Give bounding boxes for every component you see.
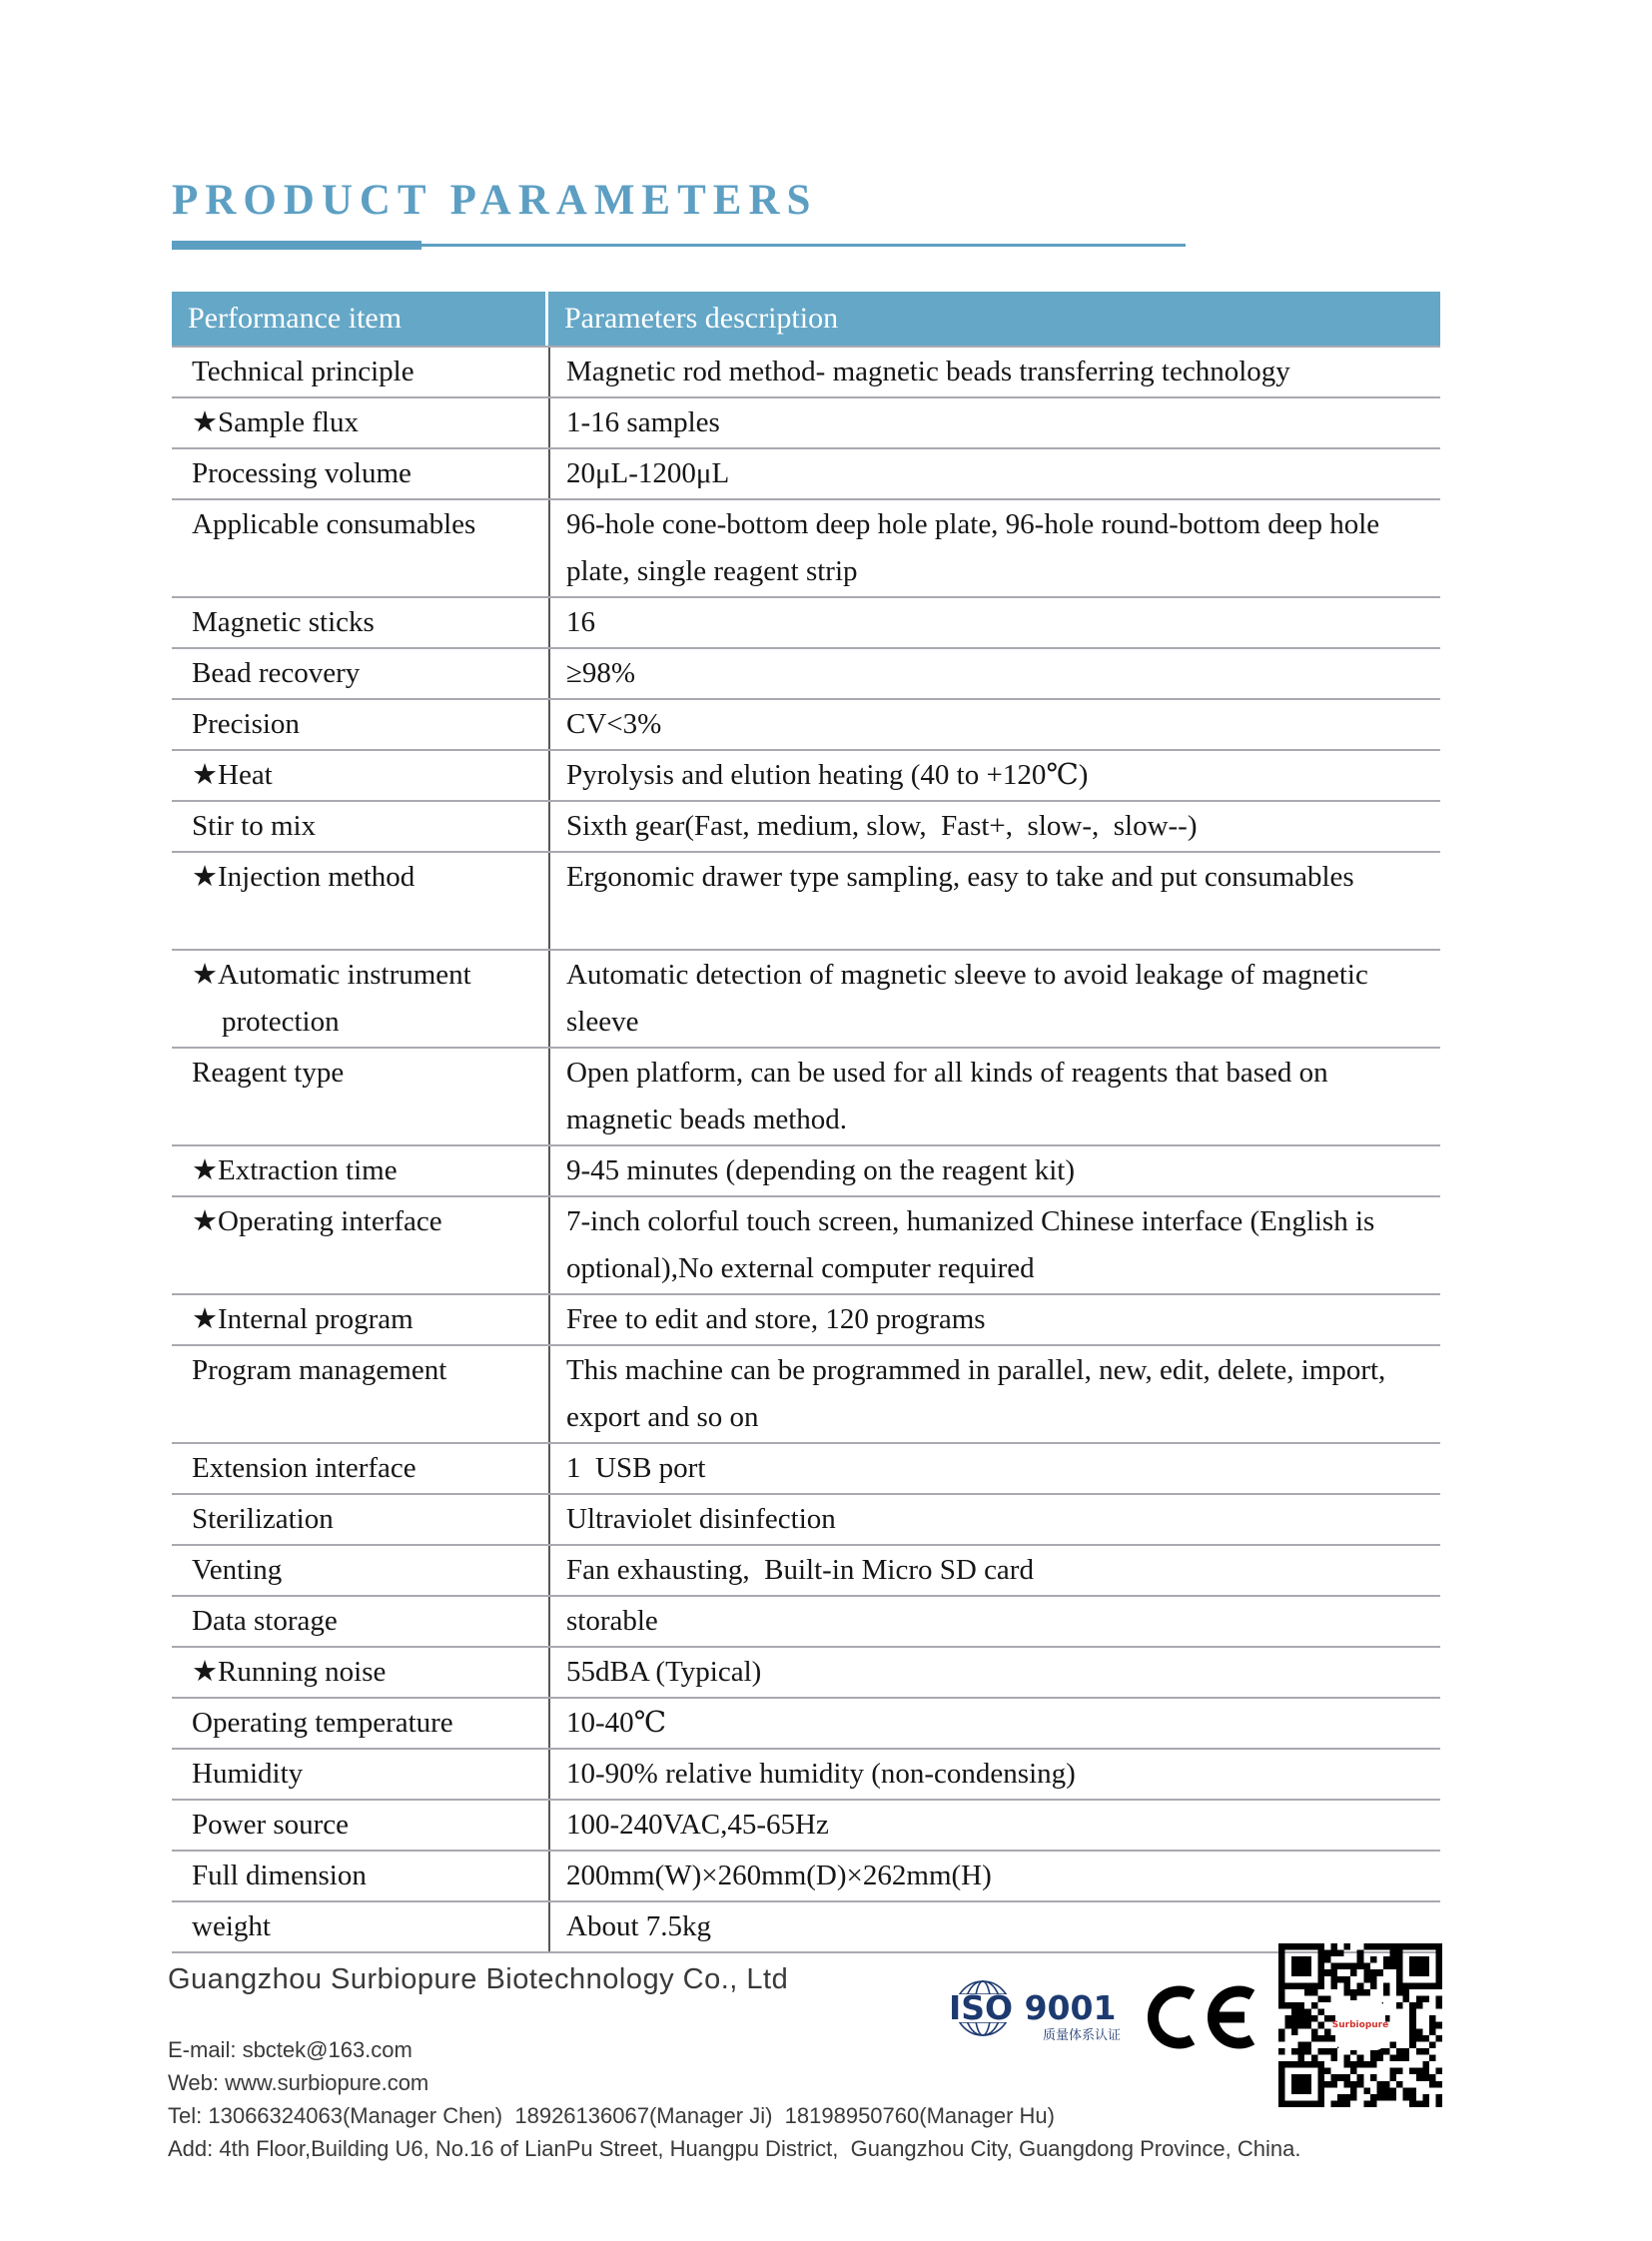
title-underline-thin-segment (421, 244, 1186, 247)
table-row (172, 1295, 1440, 1346)
row-label: ★Running noise (192, 1656, 387, 1688)
row-label: Stir to mix (192, 810, 317, 842)
star-icon: ★ (192, 1154, 218, 1186)
star-icon: ★ (192, 406, 218, 438)
table-row (172, 1852, 1440, 1902)
table-row (172, 348, 1440, 398)
row-label: ★Extraction time (192, 1154, 398, 1186)
row-value: Open platform, can be used for all kinds of reagents that based on magnetic beads method. (548, 1049, 1440, 1144)
row-value: ≥98% (548, 649, 1440, 698)
qr-center-logo (1331, 2002, 1389, 2048)
row-value: Automatic detection of magnetic sleeve to avoid leakage of magnetic sleeve (548, 951, 1440, 1047)
contact-label: Add: (168, 2136, 220, 2161)
row-label: Humidity (192, 1758, 304, 1790)
row-value: 9-45 minutes (depending on the reagent kit) (548, 1146, 1440, 1195)
row-label: Full dimension (192, 1860, 367, 1891)
table-row (172, 1801, 1440, 1852)
contact-line (168, 2099, 1300, 2132)
qr-center-logo-text: Surbiopure (1331, 2020, 1389, 2030)
row-value: 10-40℃ (548, 1699, 1440, 1748)
table-row (172, 649, 1440, 700)
row-label: Operating temperature (192, 1707, 453, 1739)
row-value: 1-16 samples (548, 398, 1440, 447)
product-parameters-table (172, 292, 1440, 1953)
star-icon: ★ (192, 1205, 218, 1237)
table-row (172, 500, 1440, 598)
row-label: Power source (192, 1809, 350, 1841)
contact-label: Tel: (168, 2103, 209, 2128)
row-label: Applicable consumables (192, 508, 476, 540)
table-row (172, 1346, 1440, 1444)
contact-value: www.surbiopure.com (225, 2070, 429, 2095)
row-value: 100-240VAC,45-65Hz (548, 1801, 1440, 1850)
star-icon: ★ (192, 1656, 218, 1688)
column-header-performance-item: Performance item (172, 292, 545, 346)
table-row (172, 1750, 1440, 1801)
row-label: ★Injection method (192, 861, 415, 893)
contact-value: 13066324063(Manager Chen) 18926136067(Manager Ji) 18198950760(Manager Hu) (208, 2103, 1055, 2128)
row-label: Magnetic sticks (192, 606, 375, 638)
row-value: Free to edit and store, 120 programs (548, 1295, 1440, 1344)
row-value: 16 (548, 598, 1440, 647)
table-row (172, 1546, 1440, 1597)
table-row (172, 398, 1440, 449)
row-label: Program management (192, 1354, 447, 1386)
table-row (172, 1902, 1440, 1953)
contact-value: 4th Floor,Building U6, No.16 of LianPu Street, Huangpu District, Guangzhou City, Guangdong Province, China. (219, 2136, 1301, 2161)
row-label: ★Automatic instrument protection (192, 959, 471, 1038)
row-value: Ultraviolet disinfection (548, 1495, 1440, 1544)
row-label: ★Operating interface (192, 1205, 442, 1237)
page-title: PRODUCT PARAMETERS (172, 177, 818, 224)
row-label: Bead recovery (192, 657, 361, 689)
contact-line (168, 2066, 1300, 2099)
star-icon: ★ (192, 959, 218, 991)
globe-icon (947, 1977, 1133, 2047)
star-icon: ★ (192, 759, 218, 791)
table-row (172, 1049, 1440, 1146)
row-value: 96-hole cone-bottom deep hole plate, 96-hole round-bottom deep hole plate, single reagent strip (548, 500, 1440, 596)
row-label: Reagent type (192, 1057, 345, 1089)
row-value: Sixth gear(Fast, medium, slow, Fast+, slow-, slow--) (548, 802, 1440, 851)
table-row (172, 449, 1440, 500)
row-label: Data storage (192, 1605, 338, 1637)
star-icon: ★ (192, 1303, 218, 1335)
contact-label: Web: (168, 2070, 226, 2095)
row-label: ★Sample flux (192, 406, 359, 438)
table-row (172, 1648, 1440, 1699)
row-label: Precision (192, 708, 300, 740)
row-label: ★Heat (192, 759, 273, 791)
row-value: Pyrolysis and elution heating (40 to +120℃) (548, 751, 1440, 800)
contact-value: sbctek@163.com (242, 2037, 413, 2062)
row-label: Venting (192, 1554, 283, 1586)
table-row (172, 751, 1440, 802)
contact-block (168, 2033, 1300, 2165)
table-row (172, 700, 1440, 751)
row-label: Processing volume (192, 457, 412, 489)
row-value: Fan exhausting, Built-in Micro SD card (548, 1546, 1440, 1595)
ce-mark-icon (1145, 1981, 1264, 2058)
table-row (172, 951, 1440, 1049)
row-label: Technical principle (192, 356, 414, 387)
row-value: storable (548, 1597, 1440, 1646)
table-row (172, 1495, 1440, 1546)
row-label: Sterilization (192, 1503, 334, 1535)
table-row (172, 853, 1440, 951)
table-row (172, 802, 1440, 853)
row-label: ★Internal program (192, 1303, 413, 1335)
table-body (172, 348, 1440, 1953)
iso9001-subtitle: 质量体系认证 (1043, 2028, 1122, 2043)
company-name: Guangzhou Surbiopure Biotechnology Co., Ltd (168, 1963, 789, 1995)
row-value: This machine can be programmed in parallel, new, edit, delete, import, export and so on (548, 1346, 1440, 1442)
row-value: Magnetic rod method- magnetic beads transferring technology (548, 348, 1440, 396)
row-value: 7-inch colorful touch screen, humanized Chinese interface (English is optional),No external computer required (548, 1197, 1440, 1293)
row-value: CV<3% (548, 700, 1440, 749)
column-header-parameters-description: Parameters description (548, 292, 1440, 346)
row-label: Extension interface (192, 1452, 416, 1484)
table-row (172, 1597, 1440, 1648)
row-label: weight (192, 1910, 271, 1942)
row-value: 10-90% relative humidity (non-condensing) (548, 1750, 1440, 1799)
title-block (172, 176, 1186, 250)
table-row (172, 1444, 1440, 1495)
title-underline-thick-segment (172, 241, 421, 250)
table-row (172, 1699, 1440, 1750)
iso9001-text: ISO 9001 (949, 1988, 1117, 2027)
title-underline (172, 241, 1186, 250)
table-row (172, 598, 1440, 649)
qr-code (1278, 1943, 1442, 2107)
row-value: 1 USB port (548, 1444, 1440, 1493)
star-icon: ★ (192, 861, 218, 893)
contact-line (168, 2132, 1300, 2165)
row-value: 20μL-1200μL (548, 449, 1440, 498)
table-row (172, 1197, 1440, 1295)
row-value: Ergonomic drawer type sampling, easy to take and put consumables (548, 853, 1440, 949)
row-value: 200mm(W)×260mm(D)×262mm(H) (548, 1852, 1440, 1900)
table-header-row (172, 292, 1440, 348)
table-row (172, 1146, 1440, 1197)
row-value: About 7.5kg (548, 1902, 1440, 1951)
row-value: 55dBA (Typical) (548, 1648, 1440, 1697)
contact-label: E-mail: (168, 2037, 243, 2062)
iso9001-logo (947, 1977, 1133, 2052)
